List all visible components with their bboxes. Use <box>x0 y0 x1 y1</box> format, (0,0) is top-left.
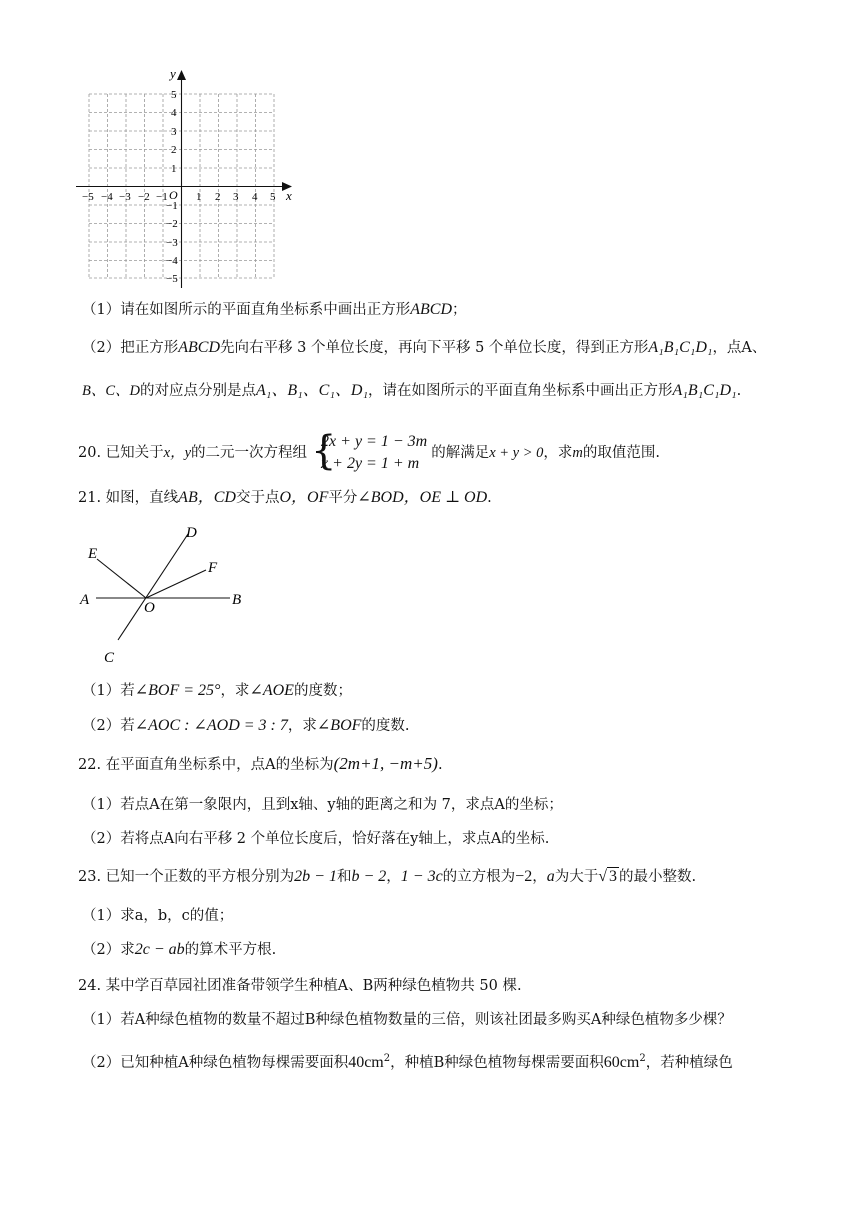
svg-text:3: 3 <box>233 191 239 203</box>
q22-part2: （2）若将点A向右平移 2 个单位长度后，恰好落在y轴上，求点A的坐标. <box>82 831 550 847</box>
svg-text:−3: −3 <box>166 237 178 249</box>
svg-text:4: 4 <box>252 191 258 203</box>
q20-stem: 20. 已知关于x，y的二元一次方程组 { 2x + y = 1 − 3m x + 2y = 1 + m 的解满足x + y > 0，求m的取值范围. <box>78 428 660 474</box>
x-axis-label: x <box>286 188 292 203</box>
equation-system: { 2x + y = 1 − 3m x + 2y = 1 + m <box>311 428 428 474</box>
q23-stem: 23. 已知一个正数的平方根分别为2b − 1和b − 2，1 − 3c的立方根为−2，a为大于√ 3 的最小整数. <box>78 868 697 885</box>
label-e: E <box>88 546 98 562</box>
svg-text:1: 1 <box>196 191 202 203</box>
svg-text:−2: −2 <box>138 191 150 203</box>
q24-part1: （1）若A种绿色植物的数量不超过B种绿色植物数量的三倍，则该社团最多购买A种绿色植物多少棵？ <box>82 1012 732 1028</box>
q23-part2: （2）求2c − ab的算术平方根. <box>82 941 277 958</box>
coordinate-grid-figure <box>70 66 300 296</box>
svg-text:−4: −4 <box>101 191 113 203</box>
svg-text:−4: −4 <box>166 255 178 267</box>
label-f: F <box>208 560 218 576</box>
q21-lines-figure <box>78 522 278 667</box>
x-tick-labels <box>82 191 276 203</box>
label-d: D <box>186 525 197 541</box>
svg-text:2: 2 <box>215 191 221 203</box>
q24-stem: 24. 某中学百草园社团准备带领学生种植A、B两种绿色植物共 50 棵. <box>78 978 522 994</box>
q24-part2: （2）已知种植A种绿色植物每棵需要面积$40cm^2$，种植B种绿色植物每棵需要面积$60cm^2$，若种植绿色 <box>82 1053 733 1071</box>
svg-text:−2: −2 <box>166 218 178 230</box>
label-a: A <box>80 592 90 608</box>
q19-part1: （1）请在如图所示的平面直角坐标系中画出正方形ABCD； <box>82 301 467 318</box>
q19-part2-line1: （2）把正方形ABCD先向右平移 3 个单位长度，再向下平移 5 个单位长度，得到正方形A₁B₁C₁D₁，点A、 <box>82 339 767 356</box>
svg-text:−1: −1 <box>156 191 168 203</box>
label-c: C <box>104 650 115 666</box>
q23-part1: （1）求a，b，c的值； <box>82 908 234 924</box>
y-axis-label: y <box>170 66 176 81</box>
q22-part1: （1）若点A在第一象限内，且到x轴、y轴的距离之和为 7，求点A的坐标； <box>82 797 563 813</box>
q21-part1: （1）若∠BOF = 25°，求∠AOE的度数； <box>82 682 352 699</box>
label-b: B <box>232 592 242 608</box>
y-axis-arrow <box>177 70 186 80</box>
svg-text:2: 2 <box>171 144 177 156</box>
svg-text:−3: −3 <box>119 191 131 203</box>
svg-text:5: 5 <box>171 89 177 101</box>
q21-part2: （2）若∠AOC : ∠AOD = 3 : 7，求∠BOF的度数. <box>82 717 410 734</box>
svg-text:5: 5 <box>270 191 276 203</box>
origin-label: O <box>169 188 178 202</box>
svg-text:3: 3 <box>171 126 177 138</box>
q21-stem: 21. 如图，直线AB，CD交于点O，OF平分∠BOD，OE ⊥ OD. <box>78 489 492 506</box>
label-o: O <box>144 600 155 616</box>
svg-text:−1: −1 <box>166 200 178 212</box>
q22-stem: 22. 在平面直角坐标系中，点A的坐标为(2m+1, −m+5). <box>78 754 443 773</box>
axes <box>76 74 290 288</box>
svg-text:1: 1 <box>171 163 177 175</box>
svg-text:−5: −5 <box>82 191 94 203</box>
q19-part2-line2: B、C、D的对应点分别是点A₁、B₁、C₁、D₁，请在如图所示的平面直角坐标系中画出正方形A₁B₁C₁D₁. <box>82 382 742 399</box>
svg-text:−5: −5 <box>166 273 178 285</box>
svg-text:4: 4 <box>171 107 177 119</box>
